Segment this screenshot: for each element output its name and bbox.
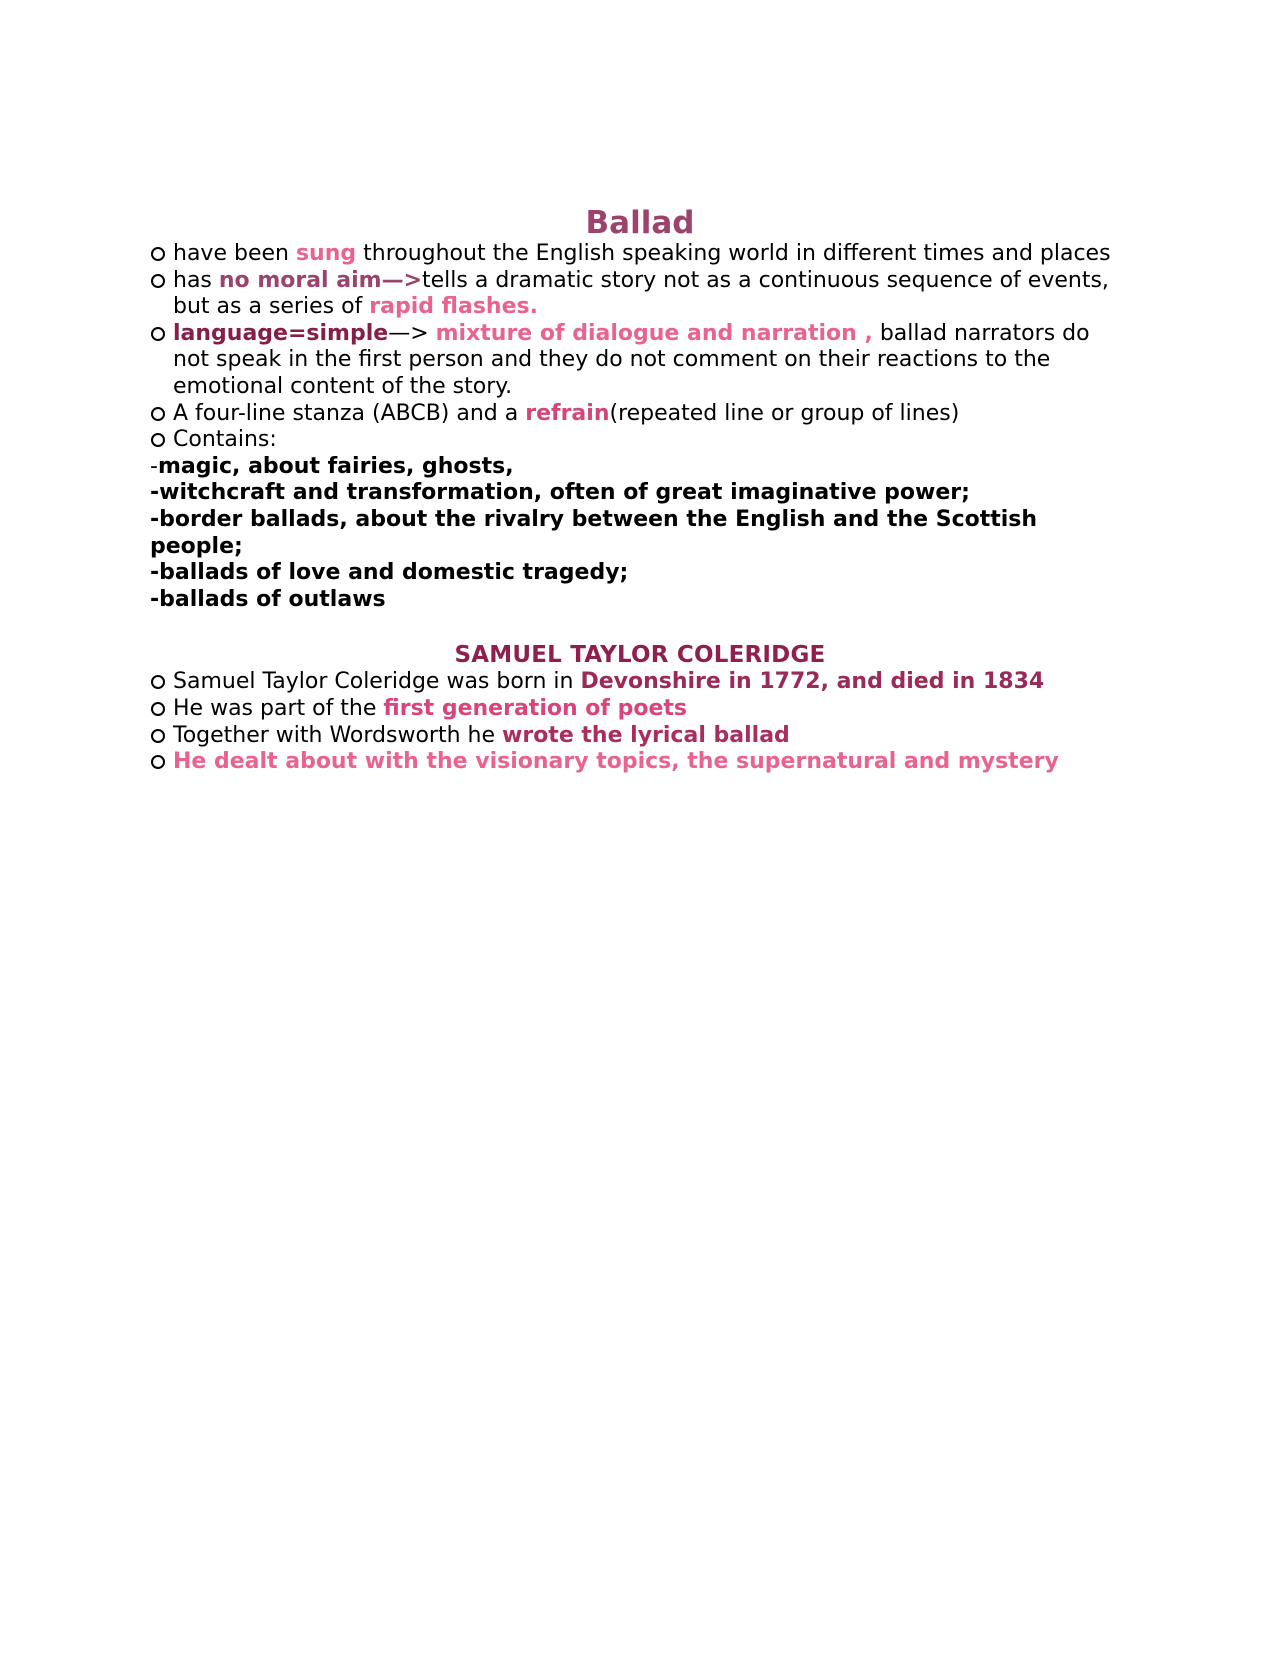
coleridge-heading: SAMUEL TAYLOR COLERIDGE <box>454 642 826 669</box>
contains-item <box>150 454 1130 481</box>
hollow-circle-bullet-icon <box>151 702 165 716</box>
hollow-circle-bullet-icon <box>151 433 165 447</box>
text-run: tells a dramatic story not as a continuous sequence of events, but as a series of <box>173 267 1109 320</box>
list-item <box>150 427 1130 454</box>
list-item <box>150 723 1130 750</box>
dash: - <box>150 453 158 479</box>
list-item <box>150 669 1130 696</box>
text-run: has <box>173 267 219 293</box>
text-run: throughout the English speaking world in different times and places <box>356 241 1111 266</box>
dash: - <box>150 560 160 586</box>
coleridge-bullet-list <box>150 669 1130 775</box>
text-run: He was part of the <box>173 695 384 721</box>
contains-item <box>150 480 1130 507</box>
contains-text: border ballads, about the rivalry between the English and the Scottish people; <box>150 506 1038 559</box>
hollow-circle-bullet-icon <box>151 755 165 769</box>
text-run: ballad narrators do not speak in the first person and they do not comment on their reactions to the emotional content of the story. <box>173 320 1090 399</box>
text-run: A four-line stanza (ABCB) and a <box>173 400 526 426</box>
contains-text: ballads of love and domestic tragedy; <box>159 560 629 586</box>
contains-text: witchcraft and transformation, often of great imaginative power; <box>159 480 970 506</box>
document-page <box>150 205 1130 776</box>
contains-item <box>150 507 1130 560</box>
highlight-language-simple: language=simple <box>173 320 389 346</box>
contains-item <box>150 560 1130 587</box>
list-item <box>150 241 1130 268</box>
list-item <box>150 696 1130 723</box>
hollow-circle-bullet-icon <box>151 675 165 689</box>
hollow-circle-bullet-icon <box>151 729 165 743</box>
highlight-mixture: mixture of dialogue and narration , <box>435 320 873 346</box>
text-run: Contains: <box>173 427 277 453</box>
hollow-circle-bullet-icon <box>151 274 165 288</box>
text-run: Together with Wordsworth he <box>173 722 503 748</box>
highlight-rapid-flashes: rapid flashes. <box>369 294 538 320</box>
ballad-bullet-list <box>150 241 1130 454</box>
dash: - <box>150 506 160 532</box>
text-run: Samuel Taylor Coleridge was born in <box>173 669 581 695</box>
list-item <box>150 749 1130 776</box>
ballad-title: Ballad <box>585 205 695 241</box>
contains-item <box>150 587 1130 614</box>
highlight-no-moral-aim: no moral aim—> <box>218 267 423 293</box>
highlight-lyrical-ballad: wrote the lyrical ballad <box>502 722 790 748</box>
list-item <box>150 401 1130 428</box>
hollow-circle-bullet-icon <box>151 327 165 341</box>
highlight-refrain: refrain <box>525 400 610 426</box>
text-run: (repeated line or group of lines) <box>609 400 960 426</box>
list-item <box>150 268 1130 321</box>
highlight-first-generation: first generation of poets <box>383 695 688 721</box>
list-item <box>150 321 1130 401</box>
contains-list <box>150 454 1130 614</box>
highlight-devonshire: Devonshire in 1772, and died in 1834 <box>580 669 1045 695</box>
contains-text: ballads of outlaws <box>159 586 386 612</box>
contains-text: magic, about fairies, ghosts, <box>157 453 514 479</box>
highlight-visionary-topics: He dealt about with the visionary topics, the supernatural and mystery <box>173 749 1059 775</box>
dash: - <box>150 586 160 612</box>
text-run: —> <box>388 320 436 346</box>
hollow-circle-bullet-icon <box>151 247 165 261</box>
dash: - <box>150 480 160 506</box>
text-run: have been <box>173 241 296 266</box>
hollow-circle-bullet-icon <box>151 407 165 421</box>
highlight-sung: sung <box>295 241 357 266</box>
